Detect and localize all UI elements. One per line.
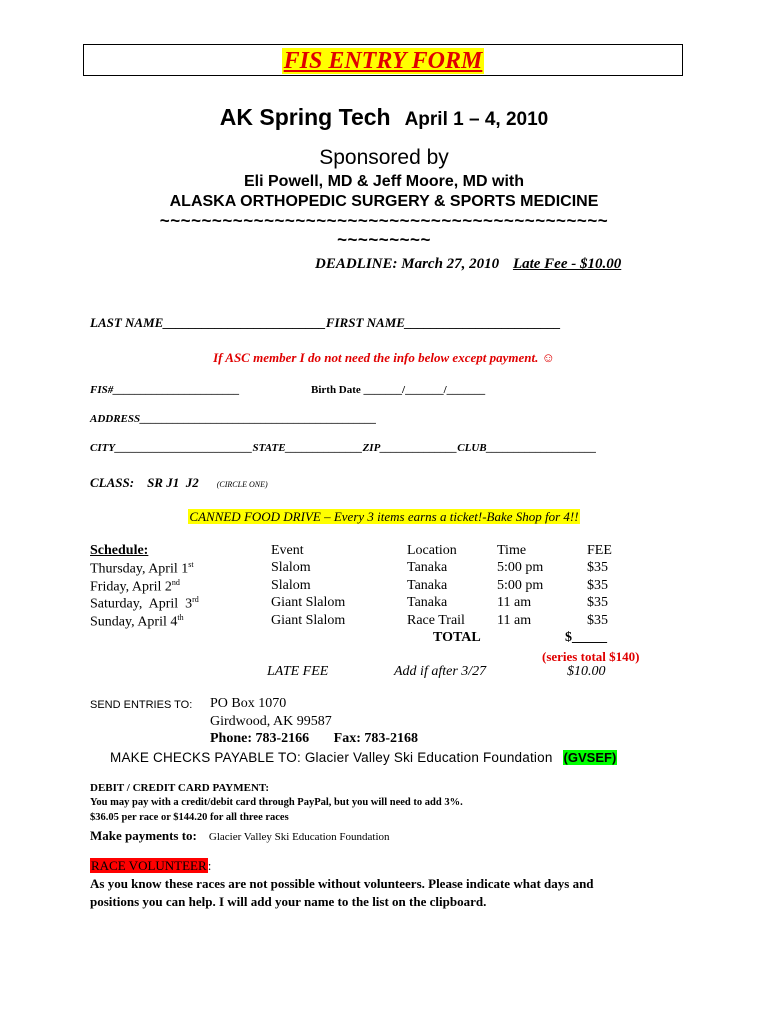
- schedule-event: Slalom: [271, 577, 311, 593]
- day-text: Sunday, April 4: [90, 614, 178, 630]
- schedule-table: [90, 543, 647, 631]
- title-box: [83, 44, 683, 76]
- day-suffix: nd: [171, 577, 180, 587]
- schedule-location: Tanaka: [407, 560, 448, 575]
- schedule-location: Tanaka: [407, 577, 448, 593]
- schedule-header-label: Schedule:: [90, 543, 149, 558]
- volunteer-line-1: As you know these races are not possible without volunteers. Please indicate what days and: [90, 876, 594, 891]
- schedule-header-row: [90, 543, 647, 560]
- schedule-header-day: [90, 543, 271, 560]
- class-label: CLASS: SR J1 J2: [90, 475, 199, 490]
- day-text: Thursday, April 1: [90, 561, 189, 577]
- schedule-day: [90, 560, 271, 578]
- day-suffix: th: [177, 612, 184, 622]
- day-text: Friday, April 2: [90, 579, 172, 595]
- schedule-fee: $35: [587, 577, 608, 593]
- schedule-time: 11 am: [497, 612, 532, 628]
- city-state-zip-club-field[interactable]: CITY_________________________STATE______________ZIP______________CLUB____________________: [90, 442, 597, 454]
- checks-payable-text: MAKE CHECKS PAYABLE TO: Glacier Valley Ski Education Foundation: [110, 750, 553, 765]
- event-dates: April 1 – 4, 2010: [404, 109, 549, 130]
- schedule-day: [90, 613, 271, 631]
- race-volunteer-colon: :: [207, 858, 212, 873]
- canned-food-drive: [0, 508, 768, 526]
- event-heading: [0, 104, 768, 131]
- fis-number-field[interactable]: FIS#_______________________: [90, 384, 240, 396]
- payment-line-2: $36.05 per race or $144.20 for all three races: [90, 812, 289, 823]
- schedule-time: 11 am: [497, 595, 532, 611]
- schedule-event: Giant Slalom: [271, 612, 346, 628]
- schedule-event: Giant Slalom: [271, 595, 346, 611]
- race-volunteer-label: RACE VOLUNTEER: [91, 858, 207, 873]
- send-entries-label: SEND ENTRIES TO:: [90, 699, 193, 711]
- sponsor-org: ALASKA ORTHOPEDIC SURGERY & SPORTS MEDICINE: [169, 193, 599, 210]
- deadline: [315, 256, 621, 273]
- payment-heading: DEBIT / CREDIT CARD PAYMENT:: [90, 782, 270, 794]
- sponsors: Eli Powell, MD & Jeff Moore, MD with: [243, 173, 524, 190]
- day-text: Saturday, April 3: [90, 596, 193, 612]
- series-total: (series total $140): [542, 649, 640, 664]
- total-value-field[interactable]: $_____: [565, 630, 607, 645]
- sponsored-by: Sponsored by: [319, 146, 449, 169]
- make-payments-label: Make payments to:: [90, 828, 197, 843]
- schedule-time: 5:00 pm: [497, 577, 544, 593]
- asc-member-note: If ASC member I do not need the info below except payment. ☺: [213, 350, 555, 365]
- day-suffix: st: [188, 560, 194, 569]
- phone-fax: Phone: 783-2166 Fax: 783-2168: [210, 731, 419, 746]
- make-payments-to: [90, 827, 390, 845]
- schedule-location: Race Trail: [407, 612, 465, 628]
- schedule-fee: $35: [587, 612, 608, 628]
- late-fee-text: Late Fee - $10.00: [512, 256, 622, 272]
- po-box: PO Box 1070: [210, 696, 287, 711]
- schedule-location: Tanaka: [407, 595, 448, 611]
- form-title: [84, 48, 682, 75]
- make-payments-value: Glacier Valley Ski Education Foundation: [208, 831, 390, 843]
- schedule-day: [90, 595, 271, 613]
- deadline-text: DEADLINE: March 27, 2010: [315, 256, 500, 272]
- tilde-line-2: ~~~~~~~~~: [337, 230, 431, 249]
- schedule-fee: $35: [587, 595, 608, 611]
- schedule-header-fee: FEE: [587, 543, 612, 558]
- payment-line-1: You may pay with a credit/debit card through PayPal, but you will need to add 3%.: [90, 797, 463, 808]
- table-row: [90, 560, 647, 578]
- canned-food-text: CANNED FOOD DRIVE – Every 3 items earns a ticket!-Bake Shop for 4!!: [189, 509, 579, 524]
- last-first-name-field[interactable]: LAST NAME_________________________FIRST NAME________________________: [90, 315, 561, 330]
- day-suffix: rd: [192, 595, 199, 605]
- form-title-text: FIS ENTRY FORM: [283, 48, 483, 74]
- class-selection[interactable]: [90, 474, 268, 492]
- circle-one-note: (CIRCLE ONE): [216, 480, 268, 489]
- event-name: AK Spring Tech: [219, 104, 391, 130]
- tilde-line-1: ~~~~~~~~~~~~~~~~~~~~~~~~~~~~~~~~~~~~~~~~~~~: [159, 211, 609, 230]
- late-fee-label: LATE FEE: [267, 664, 329, 679]
- schedule-fee: $35: [587, 560, 608, 575]
- late-fee-note: Add if after 3/27: [394, 664, 487, 679]
- gvsef-badge: (GVSEF): [563, 750, 617, 765]
- checks-payable: [110, 749, 617, 767]
- send-city: Girdwood, AK 99587: [210, 714, 332, 729]
- schedule-day: [90, 578, 271, 596]
- table-row: [90, 613, 647, 631]
- schedule-header-location: Location: [407, 543, 457, 558]
- birth-date-field[interactable]: Birth Date _______/_______/_______: [311, 384, 486, 396]
- table-row: [90, 595, 647, 613]
- late-fee-amount: $10.00: [567, 664, 606, 679]
- table-row: [90, 578, 647, 596]
- address-field[interactable]: ADDRESS___________________________________________: [90, 413, 377, 425]
- volunteer-line-2: positions you can help. I will add your name to the list on the clipboard.: [90, 894, 487, 909]
- schedule-event: Slalom: [271, 560, 311, 575]
- race-volunteer-heading: [90, 857, 211, 875]
- schedule-header-time: Time: [497, 543, 527, 558]
- schedule-header-event: Event: [271, 543, 304, 558]
- total-label: TOTAL: [433, 630, 481, 645]
- schedule-time: 5:00 pm: [497, 560, 544, 575]
